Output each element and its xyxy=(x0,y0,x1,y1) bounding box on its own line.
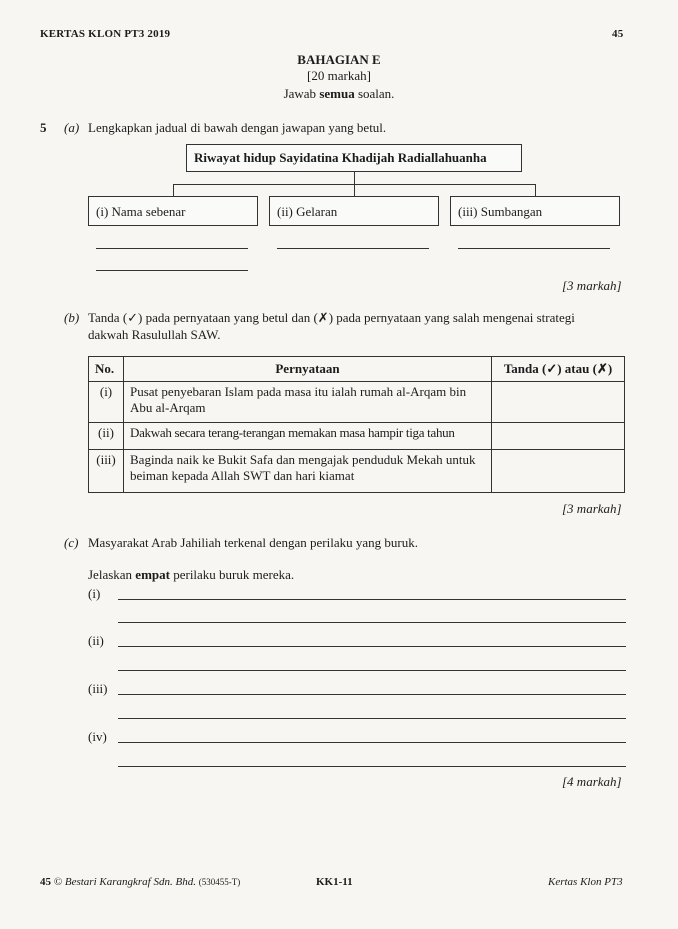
answer-line[interactable] xyxy=(118,670,626,671)
answer-line[interactable] xyxy=(277,248,429,249)
part-a-text: Lengkapkan jadual di bawah dengan jawapan yang betul. xyxy=(88,120,387,135)
answer-line[interactable] xyxy=(96,248,248,249)
item-label: (ii) xyxy=(88,633,104,648)
running-header: KERTAS KLON PT3 2019 xyxy=(40,28,171,40)
statements-table xyxy=(88,356,625,493)
child-box-label: (ii) Gelaran xyxy=(277,204,338,219)
section-instruction: Jawab semua soalan. xyxy=(283,86,395,101)
answer-line[interactable] xyxy=(118,694,626,695)
part-b-text: dakwah Rasulullah SAW. xyxy=(88,327,221,342)
question-number: 5 xyxy=(40,120,47,135)
section-marks: [20 markah] xyxy=(307,68,371,83)
part-c-prompt: Jelaskan empat perilaku buruk mereka. xyxy=(88,567,295,582)
item-label: (i) xyxy=(88,586,101,601)
footer-left: 45 © Bestari Karangkraf Sdn. Bhd. (530455-T) xyxy=(40,876,241,888)
part-c-label: (c) xyxy=(64,535,79,550)
answer-line[interactable] xyxy=(118,646,626,647)
part-c-marks: [4 markah] xyxy=(562,774,622,789)
answer-line[interactable] xyxy=(118,718,626,719)
mark-cell[interactable] xyxy=(492,450,625,493)
answer-line[interactable] xyxy=(118,742,626,743)
row-statement: Dakwah secara terang-terangan memakan masa hampir tiga tahun xyxy=(124,423,492,450)
row-number: (iii) xyxy=(89,450,124,493)
footer-title: Kertas Klon PT3 xyxy=(548,876,623,888)
row-statement: Baginda naik ke Bukit Safa dan mengajak penduduk Mekah untuk beiman kepada Allah SWT dan hari kiamat xyxy=(124,450,492,493)
table-row xyxy=(89,382,625,423)
column-header: Pernyataan xyxy=(124,357,492,382)
mark-cell[interactable] xyxy=(492,382,625,423)
mark-cell[interactable] xyxy=(492,423,625,450)
table-header-row xyxy=(89,357,625,382)
section-title: BAHAGIAN E xyxy=(297,52,381,67)
answer-line[interactable] xyxy=(458,248,610,249)
row-number: (ii) xyxy=(89,423,124,450)
part-c-text: Masyarakat Arab Jahiliah terkenal dengan perilaku yang buruk. xyxy=(88,535,418,550)
table-row xyxy=(89,450,625,493)
table-row xyxy=(89,423,625,450)
page-number: 45 xyxy=(612,28,624,40)
part-b-marks: [3 markah] xyxy=(562,501,622,516)
part-a-label: (a) xyxy=(64,120,80,135)
answer-line[interactable] xyxy=(118,599,626,600)
part-b-label: (b) xyxy=(64,310,80,325)
row-statement: Pusat penyebaran Islam pada masa itu ialah rumah al-Arqam bin Abu al-Arqam xyxy=(124,382,492,423)
item-label: (iii) xyxy=(88,681,108,696)
column-header: Tanda (✓) atau (✗) xyxy=(492,357,625,382)
item-label: (iv) xyxy=(88,729,107,744)
part-a-marks: [3 markah] xyxy=(562,278,622,293)
column-header: No. xyxy=(89,357,124,382)
connector-vertical xyxy=(354,172,355,184)
answer-line[interactable] xyxy=(118,766,626,767)
row-number: (i) xyxy=(89,382,124,423)
answer-line[interactable] xyxy=(96,270,248,271)
answer-line[interactable] xyxy=(118,622,626,623)
child-box-label: (iii) Sumbangan xyxy=(458,204,543,219)
root-box-label: Riwayat hidup Sayidatina Khadijah Radiallahuanha xyxy=(194,150,487,165)
footer-code: KK1-11 xyxy=(316,876,353,888)
part-b-text: Tanda (✓) pada pernyataan yang betul dan (✗) pada pernyataan yang salah mengenai strategi xyxy=(88,310,575,325)
child-box-label: (i) Nama sebenar xyxy=(96,204,186,219)
